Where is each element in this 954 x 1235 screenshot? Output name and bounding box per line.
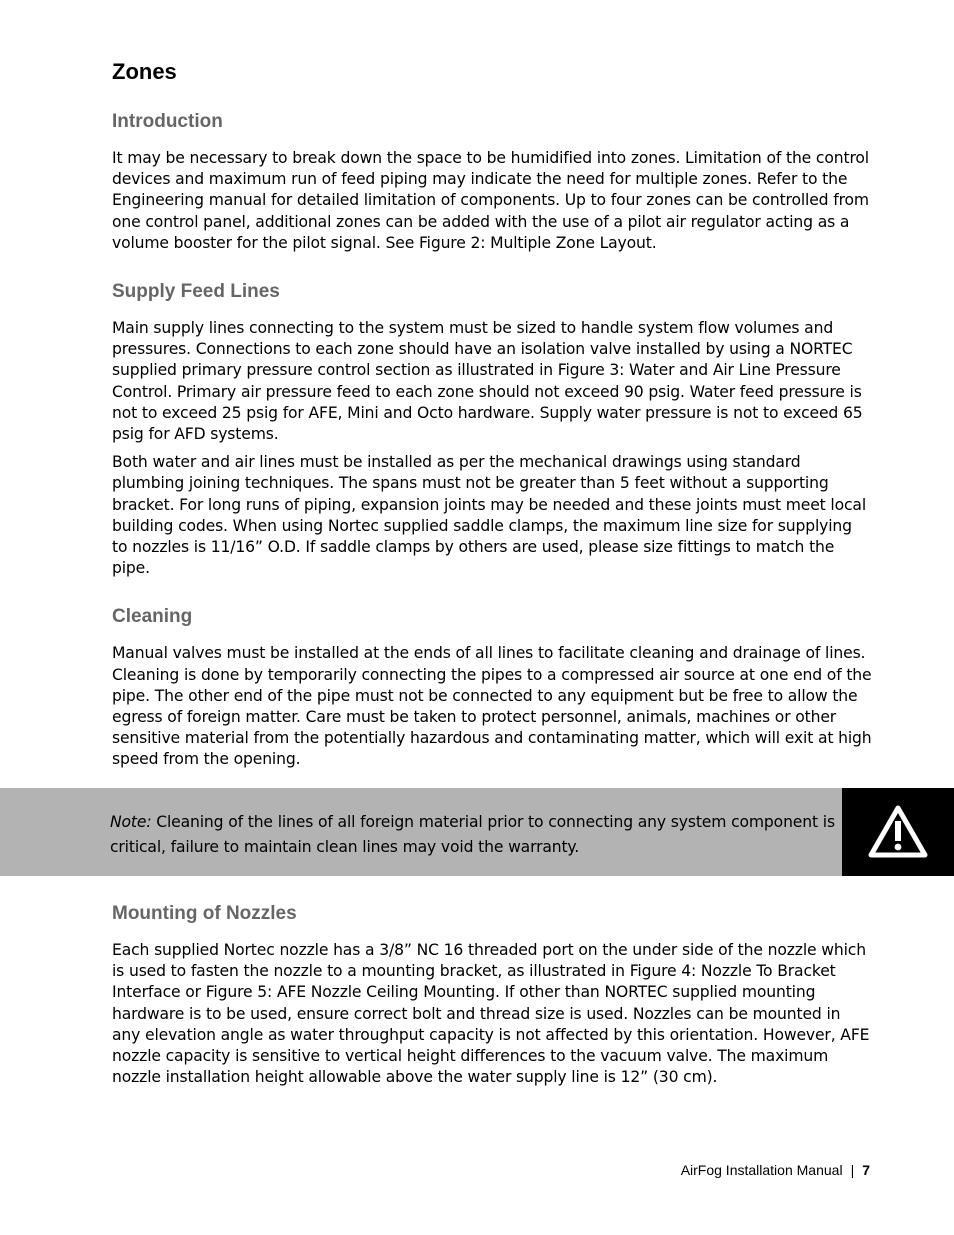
cleaning-paragraph: Manual valves must be installed at the ends of all lines to facilitate cleaning and drainage of lines. Cleaning is done by temporarily connecting the pipes to a compressed air source at one end of the pipe. The other end of the pipe must not be connected to any equipment but be free to allow the egress of foreign matter. Care must be taken to protect personnel, animals, machines or other sensitive material from the potentially hazardous and contaminating matter, which will exit at high speed from the opening. (112, 644, 872, 769)
page-footer (681, 1162, 870, 1178)
section-heading-cleaning: Cleaning (112, 606, 193, 628)
page-number: 7 (862, 1162, 870, 1178)
section-heading-introduction: Introduction (112, 111, 223, 132)
section-supply-feed-lines (112, 280, 872, 579)
warning-triangle-icon (867, 804, 929, 860)
mounting-paragraph: Each supplied Nortec nozzle has a 3/8” NC 16 threaded port on the under side of the nozzle which is used to fasten the nozzle to a mounting bracket, as illustrated in Figure 4: Nozzle To Bracket Interface or Figure 5: AFE Nozzle Ceiling Mounting. If other than NORTEC supplied mounting hardware is to be used, ensure correct bolt and thread size is used. Nozzles can be mounted in any elevation angle as water throughput capacity is not affected by this orientation. However, AFE nozzle capacity is sensitive to vertical height differences to the vacuum valve. The maximum nozzle installation height allowable above the water supply line is 12” (30 cm). (112, 941, 870, 1087)
note-label: Note: (110, 813, 152, 831)
warning-box (842, 788, 954, 876)
supply-feed-paragraph-1: Main supply lines connecting to the system must be sized to handle system flow volumes and pressures. Connections to each zone should have an isolation valve installed by using a NORTEC supplied primary pressure control section as illustrated in Figure 3: Water and Air Line Pressure Control. Primary air pressure feed to each zone should not exceed 90 psig. Water feed pressure is not to exceed 25 psig for AFE, Mini and Octo hardware. Supply water pressure is not to exceed 65 psig for AFD systems. (112, 319, 863, 444)
section-mounting-of-nozzles (112, 902, 872, 1095)
introduction-paragraph: It may be necessary to break down the space to be humidified into zones. Limitation of the control devices and maximum run of feed piping may indicate the need for multiple zones. Refer to the Engineering manual for detailed limitation of components. Up to four zones can be controlled from one control panel, additional zones can be added with the use of a pilot air regulator acting as a volume booster for the pilot signal. See Figure 2: Multiple Zone Layout. (112, 149, 869, 252)
supply-feed-paragraph-2: Both water and air lines must be installed as per the mechanical drawings using standard plumbing joining techniques. The spans must not be greater than 5 feet without a supporting bracket. For long runs of piping, expansion joints may be needed and these joints must meet local building codes. When using Nortec supplied saddle clamps, the maximum line size for supplying to nozzles is 11/16” O.D. If saddle clamps by others are used, please size fittings to match the pipe. (112, 453, 867, 578)
page-title: Zones (112, 59, 177, 84)
footer-separator: | (850, 1162, 855, 1178)
footer-manual-title: AirFog Installation Manual (680, 1162, 843, 1178)
note-text (110, 810, 835, 860)
section-heading-supply-feed-lines: Supply Feed Lines (112, 281, 280, 303)
section-cleaning (112, 605, 872, 770)
section-introduction (112, 110, 872, 254)
note-body: Cleaning of the lines of all foreign material prior to connecting any system component is critical, failure to maintain clean lines may void the warranty. (110, 813, 835, 856)
section-heading-mounting-of-nozzles: Mounting of Nozzles (112, 903, 297, 924)
main-content (112, 58, 872, 797)
